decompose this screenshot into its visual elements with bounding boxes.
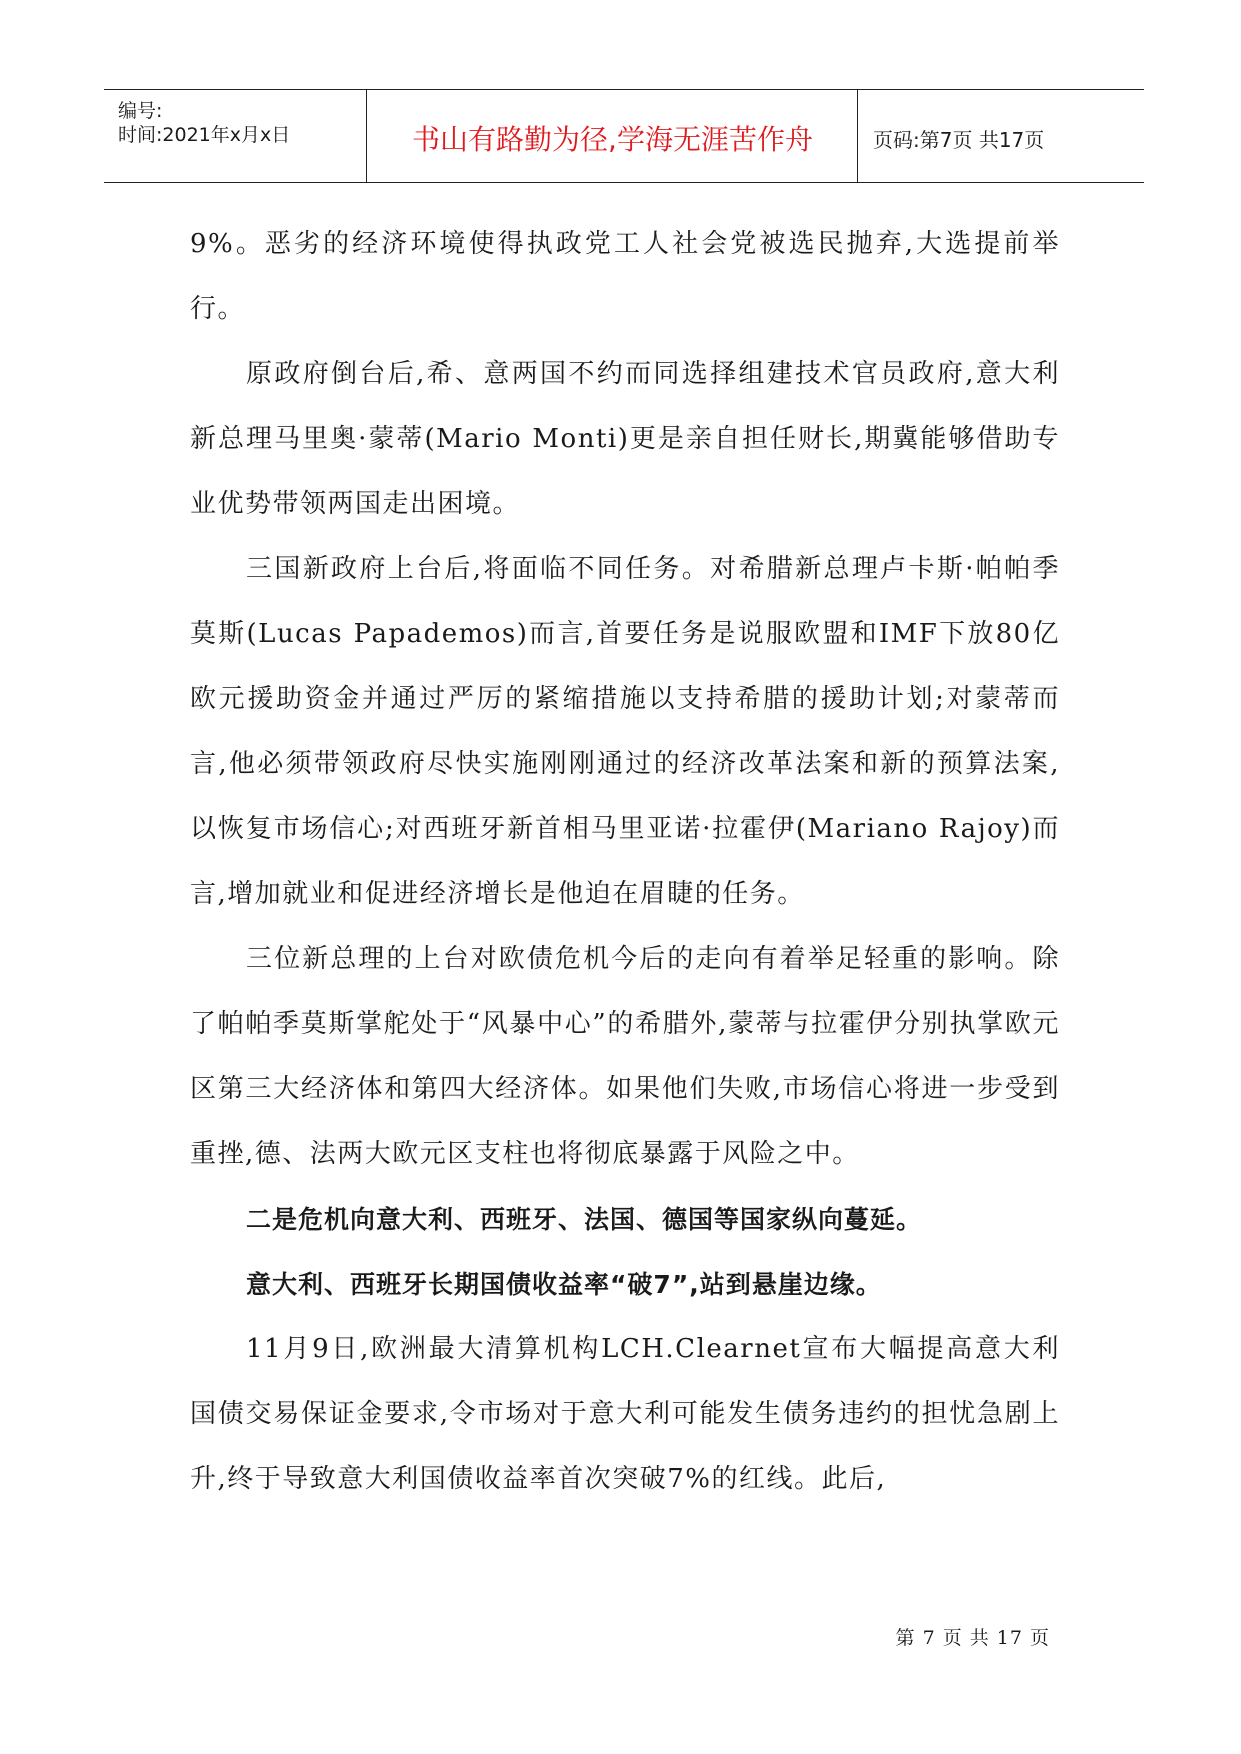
document-time-label: 时间:2021年x月x日 [118, 124, 291, 146]
header-meta-cell [104, 90, 367, 182]
document-body [190, 212, 1060, 1512]
document-header [104, 89, 1144, 183]
body-paragraph: 9%。恶劣的经济环境使得执政党工人社会党被选民抛弃,大选提前举行。 [190, 229, 1060, 324]
header-page-cell [859, 90, 1144, 182]
header-motto: 书山有路勤为径,学海无涯苦作舟 [412, 123, 813, 156]
body-paragraph: 三国新政府上台后,将面临不同任务。对希腊新总理卢卡斯·帕帕季莫斯(Lucas Papademos)而言,首要任务是说服欧盟和IMF下放80亿欧元援助资金并通过严厉的紧缩措施以支持希腊的援助计划;对蒙蒂而言,他必须带领政府尽快实施刚刚通过的经济改革法案和新的预算法案,以恢复市场信心;对西班牙新首相马里亚诺·拉霍伊(Mariano Rajoy)而言,增加就业和促进经济增长是他迫在眉睫的任务。 [190, 554, 1060, 909]
header-motto-cell [368, 90, 858, 182]
document-number-label: 编号: [118, 100, 163, 122]
section-subheading: 意大利、西班牙长期国债收益率“破7”,站到悬崖边缘。 [246, 1270, 882, 1299]
page-footer: 第 7 页 共 17 页 [895, 1627, 1050, 1649]
body-paragraph: 原政府倒台后,希、意两国不约而同选择组建技术官员政府,意大利新总理马里奥·蒙蒂(Mario Monti)更是亲自担任财长,期冀能够借助专业优势带领两国走出困境。 [190, 359, 1060, 519]
header-page-code: 页码:第7页 共17页 [873, 128, 1045, 152]
body-paragraph: 11月9日,欧洲最大清算机构LCH.Clearnet宣布大幅提高意大利国债交易保证金要求,令市场对于意大利可能发生债务违约的担忧急剧上升,终于导致意大利国债收益率首次突破7%的红线。此后, [190, 1334, 1060, 1494]
body-paragraph: 三位新总理的上台对欧债危机今后的走向有着举足轻重的影响。除了帕帕季莫斯掌舵处于“风暴中心”的希腊外,蒙蒂与拉霍伊分别执掌欧元区第三大经济体和第四大经济体。如果他们失败,市场信心将进一步受到重挫,德、法两大欧元区支柱也将彻底暴露于风险之中。 [190, 944, 1060, 1169]
section-heading: 二是危机向意大利、西班牙、法国、德国等国家纵向蔓延。 [246, 1205, 923, 1234]
